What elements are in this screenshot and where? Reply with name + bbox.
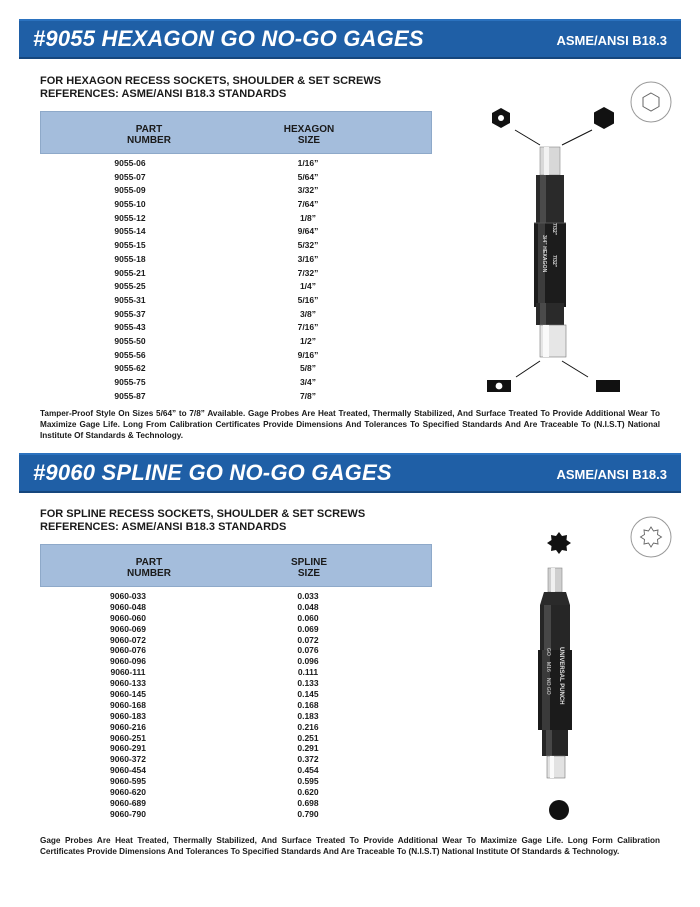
part-number-cell: 9060-069 [110,623,146,634]
size-cell: 3/4” [299,377,317,387]
part-number-cell: 9060-595 [110,776,146,787]
part-number-cell: 9060-291 [110,743,146,754]
size-cell: 7/64” [297,199,319,210]
part-number-cell: 9055-07 [114,171,146,182]
size-cell: 0.168 [297,699,319,710]
part-number-cell: 9055-62 [114,363,146,374]
part-number-cell: 9060-060 [110,612,146,623]
part-number-cell: 9055-21 [114,267,146,278]
spline-gages-note: Gage Probes Are Heat Treated, Thermally Stabilized, And Surface Treated To Provide Additional Wear To Maximize Gage Life. Long Form Calibration Certificates Provide Dimensions And Tolerances To Specified Standards And Are Traceable To (N.I.S.T) National Institute Of Standards & Technology. [40,836,660,856]
hexagon-icon [594,107,614,129]
spline-sizes [268,591,348,820]
hexagon-subtitle-line1: FOR HEXAGON RECESS SOCKETS, SHOULDER & SET SCREWS [40,75,382,87]
size-cell: 1/8” [299,212,317,223]
part-number-cell: 9055-75 [114,377,146,387]
hexagon-col-part-header: PART NUMBER [127,124,171,146]
size-cell: 0.048 [297,601,319,612]
size-cell: 0.251 [297,732,319,743]
round-hole-icon [487,380,511,392]
spline-col-size-header: SPLINE SIZE [290,557,328,579]
spline-gages-title: #9060 SPLINE GO NO-GO GAGES [33,460,392,485]
part-number-cell: 9060-620 [110,787,146,798]
part-number-cell: 9055-14 [114,226,146,237]
hexagon-gages-standard: ASME/ANSI B18.3 [556,33,667,48]
part-number-cell: 9060-790 [110,808,146,819]
part-number-cell: 9060-145 [110,689,146,700]
part-number-cell: 9060-072 [110,634,146,645]
size-cell: 7/16” [297,322,319,333]
part-number-cell: 9055-15 [114,240,146,251]
spline-gage-label-go: GO [545,648,551,656]
spline-part-numbers [88,591,168,820]
part-number-cell: 9060-216 [110,721,146,732]
part-number-cell: 9055-56 [114,349,146,360]
hexagon-part-numbers [90,157,170,403]
hexagon-recess-icon [631,82,671,122]
spline-gages-standard: ASME/ANSI B18.3 [556,467,667,482]
part-number-cell: 9055-06 [114,158,146,168]
hexagon-subtitle-line2: REFERENCES: ASME/ANSI B18.3 STANDARDS [40,88,287,100]
size-cell: 3/32” [297,185,319,196]
size-cell: 0.133 [297,678,319,689]
spline-subtitle-line1: FOR SPLINE RECESS SOCKETS, SHOULDER & SET SCREWS [40,508,366,520]
size-cell: 0.069 [297,623,319,634]
part-number-cell: 9055-10 [114,199,146,210]
size-cell: 5/8” [299,363,317,374]
size-cell: 0.096 [297,656,319,667]
size-cell: 7/32” [297,267,319,278]
part-number-cell: 9055-50 [114,335,146,346]
size-cell: 9/64” [297,226,319,237]
hexagon-gage-label-left: 3/4" HEXAGON [541,235,547,273]
size-cell: 5/64” [297,171,319,182]
part-number-cell: 9060-076 [110,645,146,656]
size-cell: 3/16” [297,253,319,264]
hexagon-gages-title: #9055 HEXAGON GO NO-GO GAGES [33,26,424,51]
size-cell: 0.291 [297,743,319,754]
spline-gage-label-nogo: NO GO [545,678,551,695]
part-number-cell: 9060-033 [110,591,146,601]
spline-star-icon [547,532,571,554]
spline-gage-illustration [520,510,685,830]
size-cell: 9/16” [297,349,319,360]
size-cell: 0.145 [297,689,319,700]
part-number-cell: 9055-18 [114,253,146,264]
size-cell: 0.790 [297,808,319,819]
size-cell: 1/16” [297,158,319,168]
part-number-cell: 9060-096 [110,656,146,667]
size-cell: 0.033 [297,591,319,601]
part-number-cell: 9060-372 [110,754,146,765]
size-cell: 0.060 [297,612,319,623]
part-number-cell: 9055-37 [114,308,146,319]
spline-col-part-header: PART NUMBER [127,557,171,579]
spline-recess-icon [631,517,671,557]
size-cell: 7/8” [299,390,317,401]
size-cell: 5/16” [297,294,319,305]
hexagon-gages-subtitle [40,75,460,101]
hexagon-sizes [268,157,348,403]
part-number-cell: 9060-048 [110,601,146,612]
part-number-cell: 9055-87 [114,390,146,401]
size-cell: 0.183 [297,710,319,721]
size-cell: 0.698 [297,797,319,808]
part-number-cell: 9055-09 [114,185,146,196]
hexagon-gage-label-right: 7/32" [551,255,557,268]
size-cell: 1/2” [299,335,317,346]
part-number-cell: 9060-183 [110,710,146,721]
part-number-cell: 9060-689 [110,797,146,808]
spline-table-header [40,544,432,587]
size-cell: 0.372 [297,754,319,765]
part-number-cell: 9060-133 [110,678,146,689]
hex-nut-icon [492,108,510,128]
hexagon-gages-banner [19,19,681,59]
hexagon-table-header [40,111,432,154]
part-number-cell: 9060-168 [110,699,146,710]
size-cell: 0.072 [297,634,319,645]
size-cell: 0.076 [297,645,319,656]
size-cell: 0.216 [297,721,319,732]
spline-gages-banner [19,453,681,493]
hexagon-gages-note: Tamper-Proof Style On Sizes 5/64” to 7/8” Available. Gage Probes Are Heat Treated, Thermally Stabilized, And Surface Treated To Provide Additional Wear To Maximize Gage Life. Long From Calibration Certificates Provide Dimensions And Tolerances To Specified Standards And Are Traceable To (N.I.S.T) National Institute Of Standards & Technology. [40,409,660,440]
part-number-cell: 9055-43 [114,322,146,333]
size-cell: 0.454 [297,765,319,776]
circle-end-icon [549,800,569,820]
part-number-cell: 9060-454 [110,765,146,776]
size-cell: 1/4” [299,281,317,292]
part-number-cell: 9060-251 [110,732,146,743]
size-cell: 5/32” [297,240,319,251]
spline-gage-label-main: UNIVERSAL PUNCH [558,647,564,705]
part-number-cell: 9055-31 [114,294,146,305]
flat-bar-icon [596,380,620,392]
size-cell: 3/8” [299,308,317,319]
hexagon-gage-illustration [470,75,685,405]
part-number-cell: 9060-111 [110,667,146,678]
part-number-cell: 9055-12 [114,212,146,223]
size-cell: 0.620 [297,787,319,798]
spline-subtitle-line2: REFERENCES: ASME/ANSI B18.3 STANDARDS [40,521,287,533]
hexagon-col-size-header: HEXAGON SIZE [283,124,335,146]
hexagon-gage-label-top: 7/32" [551,223,557,236]
part-number-cell: 9055-25 [114,281,146,292]
spline-gage-label-mid: M16 [545,662,551,672]
spline-gages-subtitle [40,508,460,534]
size-cell: 0.111 [297,667,319,678]
size-cell: 0.595 [297,776,319,787]
